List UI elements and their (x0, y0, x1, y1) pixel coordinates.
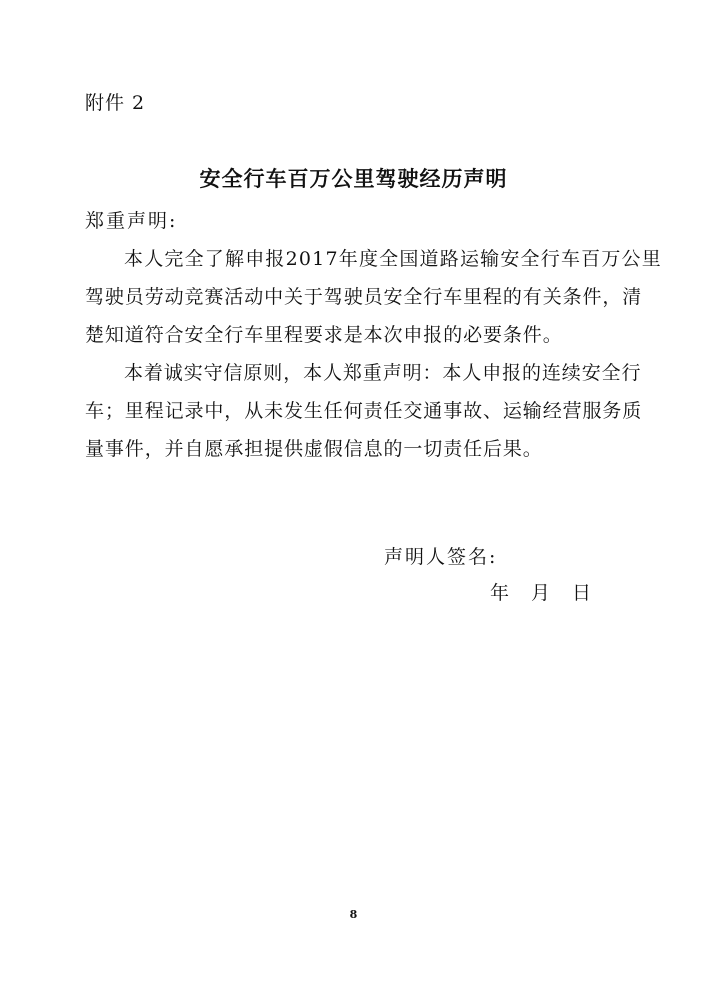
date-day: 日 (572, 582, 592, 604)
signature-label: 声明人签名: (384, 546, 498, 568)
salutation: 郑重声明: (85, 210, 178, 232)
paragraph1-line1: 本人完全了解申报2017年度全国道路运输安全行车百万公里 (124, 248, 662, 270)
paragraph1-line2: 驾驶员劳动竞赛活动中关于驾驶员安全行车里程的有关条件，清 (85, 286, 643, 308)
paragraph2-line2: 车；里程记录中，从未发生任何责任交通事故、运输经营服务质 (85, 400, 643, 422)
paragraph2-line1: 本着诚实守信原则，本人郑重声明：本人申报的连续安全行 (124, 362, 642, 384)
page-number: 8 (349, 908, 358, 921)
date-month: 月 (531, 582, 551, 604)
paragraph1-line3: 楚知道符合安全行车里程要求是本次申报的必要条件。 (85, 324, 563, 346)
document-title: 安全行车百万公里驾驶经历声明 (199, 167, 508, 191)
date-row (490, 578, 591, 605)
date-year: 年 (490, 582, 510, 604)
attachment-label: 附件 2 (85, 92, 146, 114)
paragraph2-line3: 量事件，并自愿承担提供虚假信息的一切责任后果。 (85, 438, 543, 460)
